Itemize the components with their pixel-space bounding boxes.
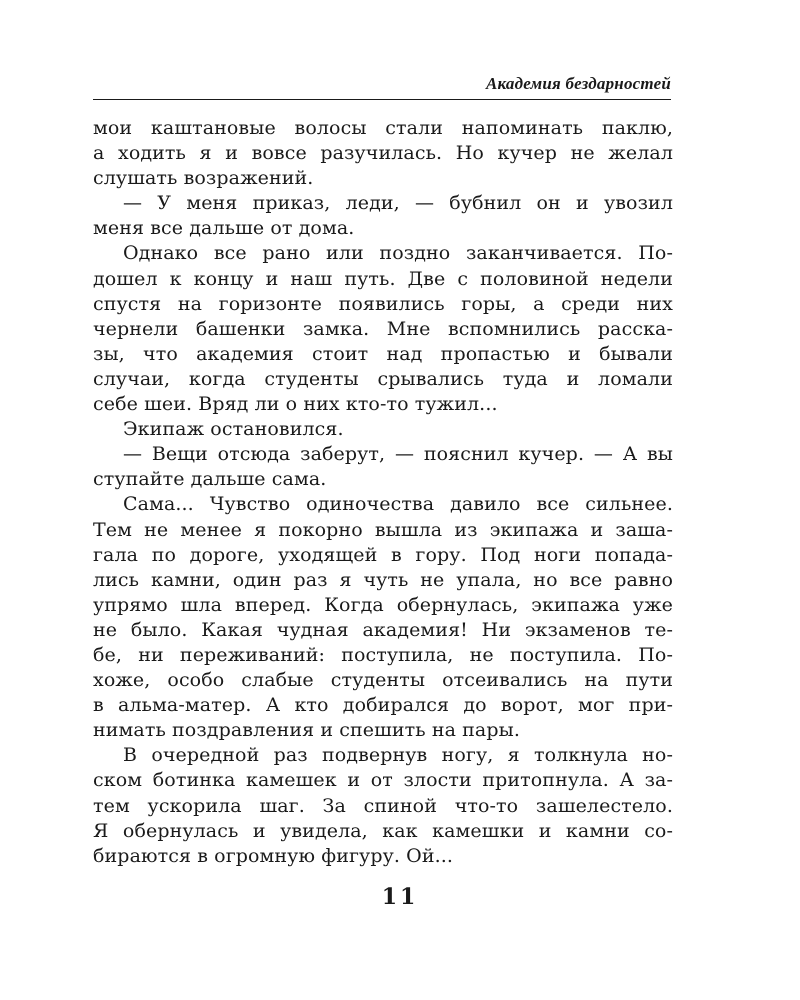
text-line: Я обернулась и увидела, как камешки и камни со- — [93, 819, 673, 842]
text-line: бе, ни переживаний: поступила, не поступила. По- — [93, 643, 673, 666]
text-line: В очередной раз подвернув ногу, я толкнула но- — [123, 744, 673, 767]
text-line: спустя на горизонте появились горы, а среди них — [93, 292, 673, 315]
text-line: себе шеи. Вряд ли о них кто-то тужил... — [93, 393, 498, 416]
text-line: Сама... Чувство одиночества давило все сильнее. — [123, 493, 673, 516]
text-line: хоже, особо слабые студенты отсеивались на пути — [93, 669, 673, 692]
text-line: ступайте дальше сама. — [93, 468, 327, 491]
text-line: Однако все рано или поздно заканчивается. По- — [123, 242, 673, 265]
text-line: слушать возражений. — [93, 167, 314, 190]
text-line: — Вещи отсюда заберут, — пояснил кучер. — А вы — [123, 443, 673, 466]
header-rule — [93, 99, 671, 100]
text-line: случаи, когда студенты срывались туда и ломали — [93, 367, 673, 390]
text-line: дошел к концу и наш путь. Две с половиной недели — [93, 267, 673, 290]
text-line: — У меня приказ, леди, — бубнил он и увозил — [123, 192, 673, 215]
text-line: мои каштановые волосы стали напоминать паклю, — [93, 117, 673, 139]
running-head: Академия бездарностей — [485, 74, 671, 93]
text-line: ском ботинка камешек и от злости притопнула. А за- — [93, 769, 673, 792]
text-line: упрямо шла вперед. Когда обернулась, экипажа уже — [93, 593, 673, 616]
text-line: тем ускорила шаг. За спиной что-то зашелестело. — [93, 794, 673, 817]
text-line: гала по дороге, уходящей в гору. Под ноги попада- — [93, 543, 673, 566]
page-number: 11 — [381, 884, 419, 910]
text-line: Тем не менее я покорно вышла из экипажа и заша- — [93, 518, 673, 541]
text-line: чернели башенки замка. Мне вспомнились расска- — [93, 317, 673, 340]
text-line: меня все дальше от дома. — [93, 217, 355, 240]
text-line: не было. Какая чудная академия! Ни экзаменов те- — [93, 618, 673, 641]
text-line: в альма-матер. А кто добирался до ворот, мог при- — [93, 694, 673, 717]
text-line: зы, что академия стоит над пропастью и бывали — [93, 342, 673, 365]
text-line: лись камни, один раз я чуть не упала, но все равно — [93, 568, 673, 591]
text-line: нимать поздравления и спешить на пары. — [93, 719, 520, 742]
text-line: Экипаж остановился. — [123, 418, 344, 441]
text-line: а ходить я и вовсе разучилась. Но кучер не желал — [93, 142, 673, 165]
body-text — [93, 116, 673, 869]
text-line: бираются в огромную фигуру. Ой... — [93, 844, 453, 867]
